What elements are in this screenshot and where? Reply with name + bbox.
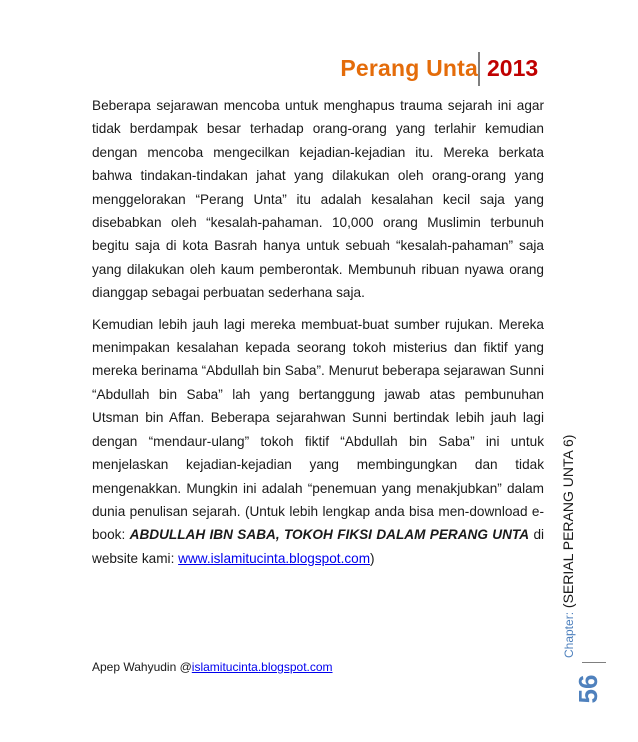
ebook-title: ABDULLAH IBN SABA, TOKOH FIKSI DALAM PERANG UNTA	[129, 527, 530, 543]
page-header	[0, 52, 638, 86]
side-divider	[582, 662, 606, 663]
footer	[92, 660, 333, 674]
chapter-label: Chapter:	[562, 611, 576, 658]
header-year: 2013	[487, 55, 539, 81]
header-divider	[478, 52, 480, 86]
footer-author: Apep Wahyudin @	[92, 660, 192, 674]
paragraph-2-mid: di website kami:	[92, 527, 545, 566]
website-link[interactable]: www.islamitucinta.blogspot.com	[178, 550, 371, 566]
side-chapter-label	[560, 358, 580, 658]
body-text	[92, 94, 544, 578]
paragraph-2-main: Kemudian lebih jauh lagi mereka membuat-buat sumber rujukan. Mereka menimpakan kesalahan kepada seorang tokoh misterius dan fiktif yang mereka berinama “Abdullah bin Saba”. Menurut beberapa sejarawan Sunni “Abdullah bin Saba” lah yang bertanggung jawab atas pembunuhan Utsman bin Affan. Beberapa sejarahwan Sunni bertindak lebih jauh lagi dengan “mendaur-ulang” tokoh fiktif “Abdullah bin Saba” ini untuk menjelaskan kejadian-kejadian yang membingungkan dan tidak mengenakkan. Mungkin ini adalah “penemuan yang menakjubkan” dalam dunia penulisan sejarah. (Untuk lebih lengkap anda bisa men-download e-book:	[92, 316, 544, 543]
footer-link[interactable]: islamitucinta.blogspot.com	[191, 660, 333, 674]
paragraph-2	[92, 313, 544, 570]
chapter-value: (SERIAL PERANG UNTA 6)	[560, 434, 576, 612]
header-title: Perang Unta	[340, 55, 478, 81]
paragraph-2-end: )	[370, 550, 375, 566]
paragraph-1: Beberapa sejarawan mencoba untuk menghapus trauma sejarah ini agar tidak berdampak besar terhadap orang-orang yang terlahir kemudian dengan mencoba mengecilkan kejadian-kejadian itu. Mereka berkata bahwa tindakan-tindakan jahat yang dilakukan oleh orang-orang yang menggelorakan “Perang Unta” itu adalah kesalahan kecil saja yang disebabkan oleh “kesalah-pahaman. 10,000 orang Muslimin terbunuh begitu saja di kota Basrah hanya untuk sebuah “kesalah-pahaman” saja yang dilakukan oleh kaum pemberontak. Membunuh ribuan nyawa orang dianggap sebagai perbuatan sederhana saja.	[92, 98, 544, 301]
page-number: 56	[573, 674, 603, 704]
